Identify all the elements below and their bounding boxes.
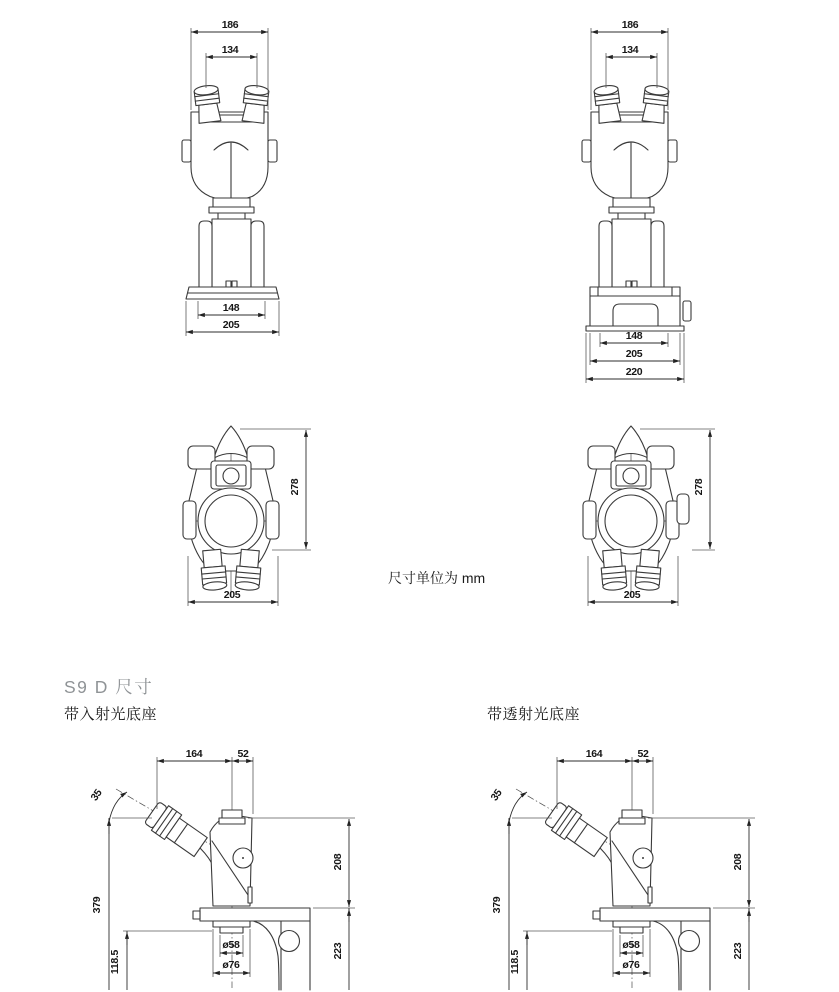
view-front-transmitted xyxy=(582,19,691,383)
section-title: S9 D 尺寸 xyxy=(64,677,154,697)
dim-side-transmitted-dia-small: ø58 xyxy=(622,939,640,951)
incident-base-label: 带入射光底座 xyxy=(64,706,158,723)
dim-front-incident-base-outer: 205 xyxy=(222,319,240,331)
dim-front-incident-width-outer: 186 xyxy=(221,19,239,31)
dim-front-transmitted-base-inner: 148 xyxy=(625,330,643,342)
view-side-incident xyxy=(88,748,355,990)
dim-front-transmitted-base-outer: 220 xyxy=(625,366,643,378)
dim-front-transmitted-width-inner: 134 xyxy=(621,44,639,56)
dim-top-transmitted-depth: 278 xyxy=(693,478,705,496)
dim-side-transmitted-body-height: 208 xyxy=(732,853,744,871)
dim-side-incident-body-height: 208 xyxy=(332,853,344,871)
dim-side-transmitted-reach: 164 xyxy=(585,748,603,760)
dim-side-transmitted-angle: 35 xyxy=(488,787,505,804)
unit-note: 尺寸单位为 mm xyxy=(388,570,486,586)
dim-side-transmitted-total-height: 379 xyxy=(491,896,503,914)
dim-side-transmitted-rear: 52 xyxy=(637,748,649,760)
dim-side-transmitted-dia-large: ø76 xyxy=(622,959,640,971)
dim-side-transmitted-clearance: 118.5 xyxy=(509,949,521,975)
dim-top-incident-width: 205 xyxy=(223,589,241,601)
dim-front-transmitted-base-mid: 205 xyxy=(625,348,643,360)
dim-side-incident-dia-small: ø58 xyxy=(222,939,240,951)
dim-side-incident-column: 223 xyxy=(332,942,344,960)
dim-side-transmitted-column: 223 xyxy=(732,942,744,960)
view-top-transmitted xyxy=(583,426,715,606)
dim-side-incident-reach: 164 xyxy=(185,748,203,760)
dim-side-incident-rear: 52 xyxy=(237,748,249,760)
transmitted-base-label: 带透射光底座 xyxy=(487,706,581,723)
dim-side-incident-angle: 35 xyxy=(88,787,105,804)
dim-front-transmitted-width-outer: 186 xyxy=(621,19,639,31)
dim-side-incident-total-height: 379 xyxy=(91,896,103,914)
dim-side-incident-clearance: 118.5 xyxy=(109,949,121,975)
dim-top-incident-depth: 278 xyxy=(289,478,301,496)
view-front-incident xyxy=(182,19,279,336)
dim-side-incident-dia-large: ø76 xyxy=(222,959,240,971)
dim-top-transmitted-width: 205 xyxy=(623,589,641,601)
dim-front-incident-base-inner: 148 xyxy=(222,302,240,314)
dim-front-incident-width-inner: 134 xyxy=(221,44,239,56)
view-side-transmitted xyxy=(488,748,755,990)
view-top-incident xyxy=(183,426,311,606)
